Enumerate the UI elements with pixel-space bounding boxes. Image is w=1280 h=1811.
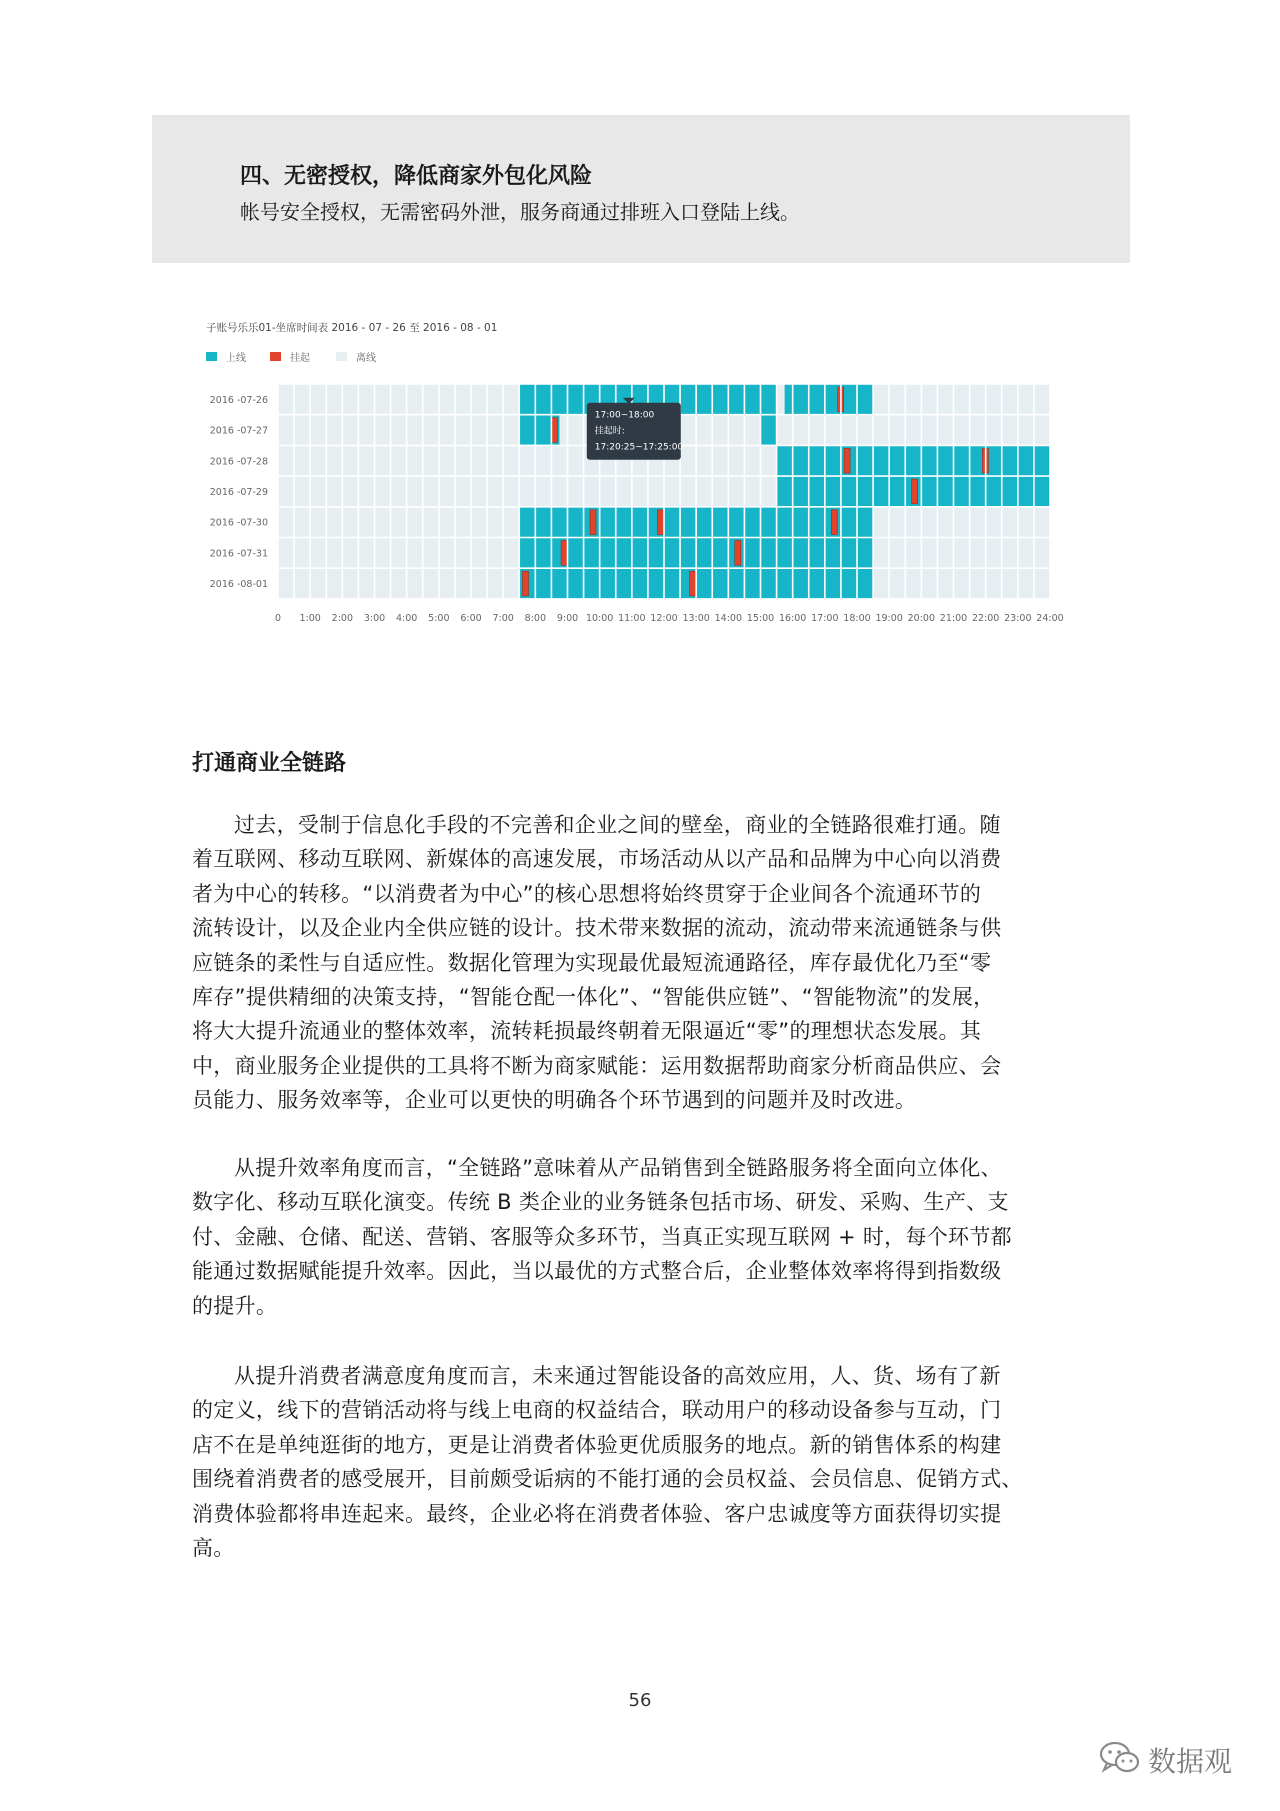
watermark (1098, 1736, 1248, 1780)
tooltip-line: 17:00~18:00 (594, 410, 655, 421)
x-tick-label: 16:00 (778, 612, 807, 624)
suspend-mark (912, 479, 918, 504)
x-tick-label: 13:00 (682, 612, 710, 624)
paragraph-line: 应链条的柔性与自适应性。数据化管理为实现最优最短流通路径，库存最优化乃至“零 (192, 950, 992, 975)
x-tick-label: 4:00 (395, 612, 418, 624)
paragraph-3 (192, 1359, 1088, 1565)
x-tick-label: 20:00 (907, 612, 936, 624)
row-label: 2016 -07-26 (209, 394, 268, 406)
wechat-icon (1098, 1738, 1142, 1778)
suspend-mark (831, 510, 837, 535)
legend-swatch-2 (270, 352, 281, 361)
x-tick-label: 0 (274, 612, 282, 624)
x-tick-label: 14:00 (714, 612, 743, 624)
row-label: 2016 -07-29 (209, 486, 268, 498)
x-tick-label: 12:00 (650, 612, 678, 624)
x-tick-label: 10:00 (585, 612, 614, 624)
row-label: 2016 -07-28 (209, 456, 268, 468)
callout-box (152, 115, 1130, 263)
x-tick-label: 19:00 (875, 612, 903, 624)
x-tick-label: 21:00 (939, 612, 968, 624)
x-tick-label: 2:00 (331, 612, 354, 624)
suspend-mark (735, 541, 741, 566)
x-tick-label: 9:00 (556, 612, 579, 624)
legend-label-3: 离线 (356, 353, 376, 364)
paragraph-line: 付、金融、仓储、配送、营销、客服等众多环节，当真正实现互联网 + 时，每个环节都 (192, 1224, 1012, 1249)
tooltip-line: 挂起时: (594, 426, 625, 437)
online-segment (777, 445, 1050, 476)
tooltip-line: 17:20:25~17:25:00 (594, 442, 684, 453)
x-tick-label: 24:00 (1036, 612, 1064, 624)
callout-subtitle: 帐号安全授权，无需密码外泄，服务商通过排班入口登陆上线。 (240, 200, 800, 224)
chart-title: 子账号乐乐01-坐席时间表 2016 - 07 - 26 至 2016 - 08 - 01 (206, 322, 498, 334)
paragraph-line: 数字化、移动互联化演变。传统 B 类企业的业务链条包括市场、研发、采购、生产、支 (192, 1190, 1009, 1215)
x-tick-label: 5:00 (428, 612, 450, 624)
row-label: 2016 -07-31 (209, 548, 268, 560)
paragraph-line: 能通过数据赋能提升效率。因此，当以最优的方式整合后，企业整体效率将得到指数级 (192, 1259, 1002, 1284)
paragraph-line: 围绕着消费者的感受展开，目前颇受诟病的不能打通的会员权益、会员信息、促销方式、 (192, 1467, 1023, 1492)
paragraph-line: 从提升消费者满意度角度而言，未来通过智能设备的高效应用，人、货、场有了新 (234, 1364, 1001, 1388)
page-number: 56 (628, 1690, 652, 1711)
x-tick-label: 1:00 (299, 612, 321, 624)
paragraph-line: 从提升效率角度而言，“全链路”意味着从产品销售到全链路服务将全面向立体化、 (234, 1156, 1002, 1180)
x-tick-label: 6:00 (460, 612, 482, 624)
paragraph-line: 的提升。 (192, 1293, 278, 1318)
row-label: 2016 -07-27 (209, 425, 268, 437)
suspend-mark (522, 571, 528, 596)
suspend-mark (658, 510, 664, 535)
suspend-mark (844, 448, 850, 473)
paragraph-line: 流转设计，以及企业内全供应链的设计。技术带来数据的流动，流动带来流通链条与供 (192, 916, 1002, 941)
x-tick-label: 17:00 (811, 612, 839, 624)
legend-label-1: 上线 (226, 353, 246, 364)
suspend-mark (551, 418, 557, 443)
paragraph-line: 的定义，线下的营销活动将与线上电商的权益结合，联动用户的移动设备参与互动，门 (192, 1398, 1002, 1423)
paragraph-line: 库存”提供精细的决策支持，“智能仓配一体化”、“智能供应链”、“智能物流”的发展， (192, 985, 995, 1010)
paragraph-line: 店不在是单纯逛街的地方，更是让消费者体验更优质服务的地点。新的销售体系的构建 (192, 1432, 1002, 1457)
paragraph-line: 中，商业服务企业提供的工具将不断为商家赋能：运用数据帮助商家分析商品供应、会 (192, 1053, 1002, 1078)
suspend-mark (590, 510, 596, 535)
x-tick-label: 3:00 (363, 612, 386, 624)
x-tick-label: 18:00 (843, 612, 871, 624)
x-tick-label: 11:00 (618, 612, 646, 624)
legend-swatch-3 (336, 352, 347, 361)
legend-label-2: 挂起 (290, 353, 310, 364)
legend-swatch-1 (206, 352, 217, 361)
paragraph-line: 者为中心的转移。“以消费者为中心”的核心思想将始终贯穿于企业间各个流通环节的 (192, 881, 982, 906)
x-tick-label: 22:00 (971, 612, 1000, 624)
paragraph-line: 高。 (192, 1536, 235, 1561)
schedule-chart (190, 310, 1080, 640)
x-tick-label: 7:00 (492, 612, 514, 624)
row-label: 2016 -07-30 (209, 517, 268, 529)
paragraph-line: 着互联网、移动互联网、新媒体的高速发展，市场活动从以产品和品牌为中心向以消费 (192, 847, 1002, 872)
paragraph-line: 过去，受制于信息化手段的不完善和企业之间的壁垒，商业的全链路很难打通。随 (234, 813, 1001, 837)
callout-title: 四、无密授权，降低商家外包化风险 (240, 164, 593, 189)
paragraph-1 (192, 808, 1088, 1118)
suspend-mark (690, 571, 696, 596)
paragraph-line: 将大大提升流通业的整体效率，流转耗损最终朝着无限逼近“零”的理想状态发展。其 (192, 1019, 982, 1044)
x-tick-label: 15:00 (746, 612, 775, 624)
online-segment (761, 415, 777, 446)
paragraph-line: 消费体验都将串连起来。最终，企业必将在消费者体验、客户忠诚度等方面获得切实提 (192, 1501, 1002, 1526)
paragraph-2 (192, 1151, 1088, 1323)
online-segment (785, 384, 873, 415)
paragraph-line: 员能力、服务效率等，企业可以更快的明确各个环节遇到的问题并及时改进。 (192, 1088, 917, 1113)
row-label: 2016 -08-01 (209, 579, 268, 591)
x-tick-label: 8:00 (524, 612, 547, 624)
section-title: 打通商业全链路 (192, 751, 347, 776)
x-tick-label: 23:00 (1004, 612, 1032, 624)
watermark-text: 数据观 (1148, 1745, 1233, 1778)
suspend-mark (561, 541, 567, 566)
